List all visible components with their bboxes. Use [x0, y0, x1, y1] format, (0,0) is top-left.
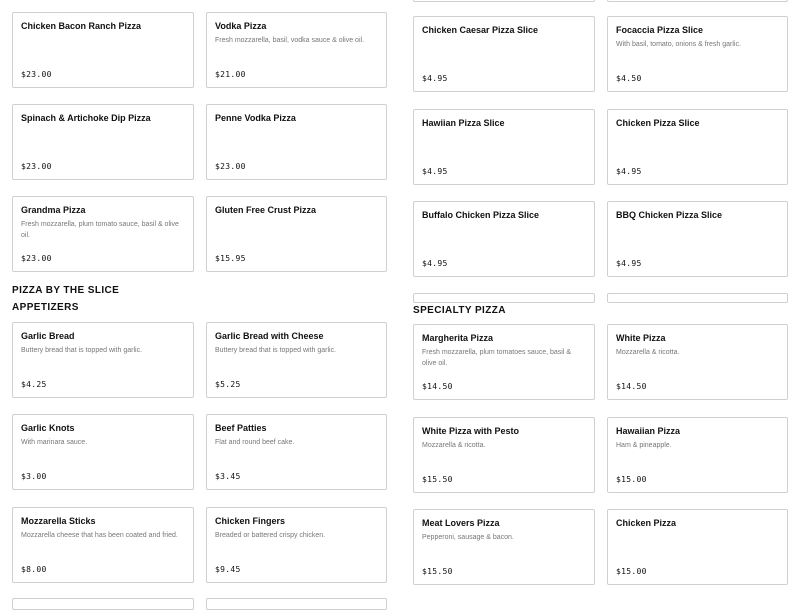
menu-item-name: Mozzarella Sticks	[21, 516, 96, 526]
menu-item-price: $15.50	[422, 475, 453, 484]
menu-item-price: $14.50	[616, 382, 647, 391]
menu-item-name: Buffalo Chicken Pizza Slice	[422, 210, 540, 220]
menu-item-price: $23.00	[21, 162, 52, 171]
menu-item-description: Fresh mozzarella, plum tomatoes sauce, basil & olive oil.	[422, 349, 572, 367]
menu-item-name: Hawiian Pizza Slice	[422, 118, 505, 128]
menu-item-price: $15.00	[616, 567, 647, 576]
menu-item-name: Vodka Pizza	[215, 21, 267, 31]
menu-item-name: Garlic Knots	[21, 423, 75, 433]
menu-item-price: $14.50	[422, 382, 453, 391]
menu-item-price: $3.00	[21, 472, 47, 481]
menu-item-card[interactable]	[607, 324, 788, 400]
menu-item-card[interactable]	[607, 509, 788, 585]
menu-item-description: Fresh mozzarella, basil, vodka sauce & olive oil.	[215, 37, 365, 44]
menu-item-price: $8.00	[21, 565, 47, 574]
menu-item-description: With basil, tomato, onions & fresh garlic.	[616, 41, 741, 48]
menu-item-price: $4.95	[616, 167, 642, 176]
menu-item-card[interactable]	[12, 414, 194, 490]
menu-item-name: Spinach & Artichoke Dip Pizza	[21, 113, 151, 123]
menu-item-card[interactable]	[413, 324, 595, 400]
menu-item-price: $4.25	[21, 380, 47, 389]
section-title-pizza-by-the-slice: PIZZA BY THE SLICE	[12, 285, 120, 296]
menu-item-name: Gluten Free Crust Pizza	[215, 205, 317, 215]
menu-item-card[interactable]	[206, 12, 387, 88]
section-title-appetizers: APPETIZERS	[12, 302, 79, 313]
menu-item-card[interactable]	[206, 196, 387, 272]
menu-item-price: $23.00	[21, 70, 52, 79]
menu-item-name: Chicken Bacon Ranch Pizza	[21, 21, 142, 31]
menu-item-name: White Pizza	[616, 333, 666, 343]
menu-item-card-partial[interactable]	[413, 0, 595, 2]
menu-item-price: $5.25	[215, 380, 241, 389]
menu-item-card[interactable]	[413, 201, 595, 277]
menu-item-name: Margherita Pizza	[422, 333, 494, 343]
menu-item-description: Mozzarella & ricotta.	[422, 442, 486, 449]
menu-item-name: Grandma Pizza	[21, 205, 86, 215]
menu-item-name: Focaccia Pizza Slice	[616, 25, 704, 35]
menu-item-description: Ham & pineapple.	[616, 442, 672, 449]
menu-item-price: $21.00	[215, 70, 246, 79]
menu-item-price: $15.00	[616, 475, 647, 484]
menu-item-price: $4.95	[422, 259, 448, 268]
menu-item-price: $9.45	[215, 565, 241, 574]
menu-item-name: Chicken Pizza	[616, 518, 677, 528]
menu-item-name: Garlic Bread	[21, 331, 75, 341]
menu-item-price: $23.00	[215, 162, 246, 171]
menu-item-card[interactable]	[12, 322, 194, 398]
menu-item-name: Chicken Caesar Pizza Slice	[422, 25, 539, 35]
menu-item-price: $4.95	[422, 74, 448, 83]
menu-item-price: $15.50	[422, 567, 453, 576]
menu-item-card-partial[interactable]	[413, 293, 595, 303]
menu-item-card[interactable]	[413, 509, 595, 585]
menu-item-price: $4.50	[616, 74, 642, 83]
menu-item-card[interactable]	[607, 201, 788, 277]
menu-item-description: Breaded or battered crispy chicken.	[215, 532, 326, 539]
menu-item-price: $4.95	[422, 167, 448, 176]
menu-item-name: Meat Lovers Pizza	[422, 518, 500, 528]
menu-item-price: $23.00	[21, 254, 52, 263]
menu-item-card[interactable]	[206, 414, 387, 490]
menu-item-description: Mozzarella cheese that has been coated and fried.	[21, 532, 178, 539]
menu-item-description: Fresh mozzarella, plum tomato sauce, basil & olive oil.	[21, 221, 179, 239]
menu-item-card[interactable]	[12, 104, 194, 180]
menu-item-price: $15.95	[215, 254, 246, 263]
menu-item-name: Chicken Pizza Slice	[616, 118, 700, 128]
menu-item-card-partial[interactable]	[607, 0, 788, 2]
menu-item-card[interactable]	[607, 16, 788, 92]
menu-item-card[interactable]	[607, 417, 788, 493]
section-title-specialty-pizza: SPECIALTY PIZZA	[413, 305, 512, 316]
menu-item-name: Hawaiian Pizza	[616, 426, 681, 436]
menu-item-card[interactable]	[413, 16, 595, 92]
menu-item-name: Garlic Bread with Cheese	[215, 331, 324, 341]
menu-item-name: Chicken Fingers	[215, 516, 286, 526]
menu-item-name: Beef Patties	[215, 423, 267, 433]
menu-item-card-partial[interactable]	[607, 293, 788, 303]
menu-item-description: Buttery bread that is topped with garlic.	[21, 347, 143, 354]
menu-item-description: Buttery bread that is topped with garlic.	[215, 347, 337, 354]
menu-item-name: Penne Vodka Pizza	[215, 113, 296, 123]
menu-item-name: BBQ Chicken Pizza Slice	[616, 210, 723, 220]
menu-item-description: Flat and round beef cake.	[215, 439, 295, 446]
menu-item-description: With marinara sauce.	[21, 439, 88, 446]
menu-item-price: $3.45	[215, 472, 241, 481]
menu-item-card[interactable]	[206, 507, 387, 583]
menu-item-description: Pepperoni, sausage & bacon.	[422, 534, 514, 541]
menu-item-card[interactable]	[206, 104, 387, 180]
menu-item-name: White Pizza with Pesto	[422, 426, 520, 436]
menu-item-card[interactable]	[12, 196, 194, 272]
menu-item-description: Mozzarella & ricotta.	[616, 349, 680, 356]
menu-item-card[interactable]	[413, 109, 595, 185]
menu-item-price: $4.95	[616, 259, 642, 268]
menu-item-card[interactable]	[607, 109, 788, 185]
menu-item-card[interactable]	[413, 417, 595, 493]
menu-item-card[interactable]	[12, 507, 194, 583]
menu-item-card[interactable]	[206, 322, 387, 398]
menu-item-card[interactable]	[12, 12, 194, 88]
